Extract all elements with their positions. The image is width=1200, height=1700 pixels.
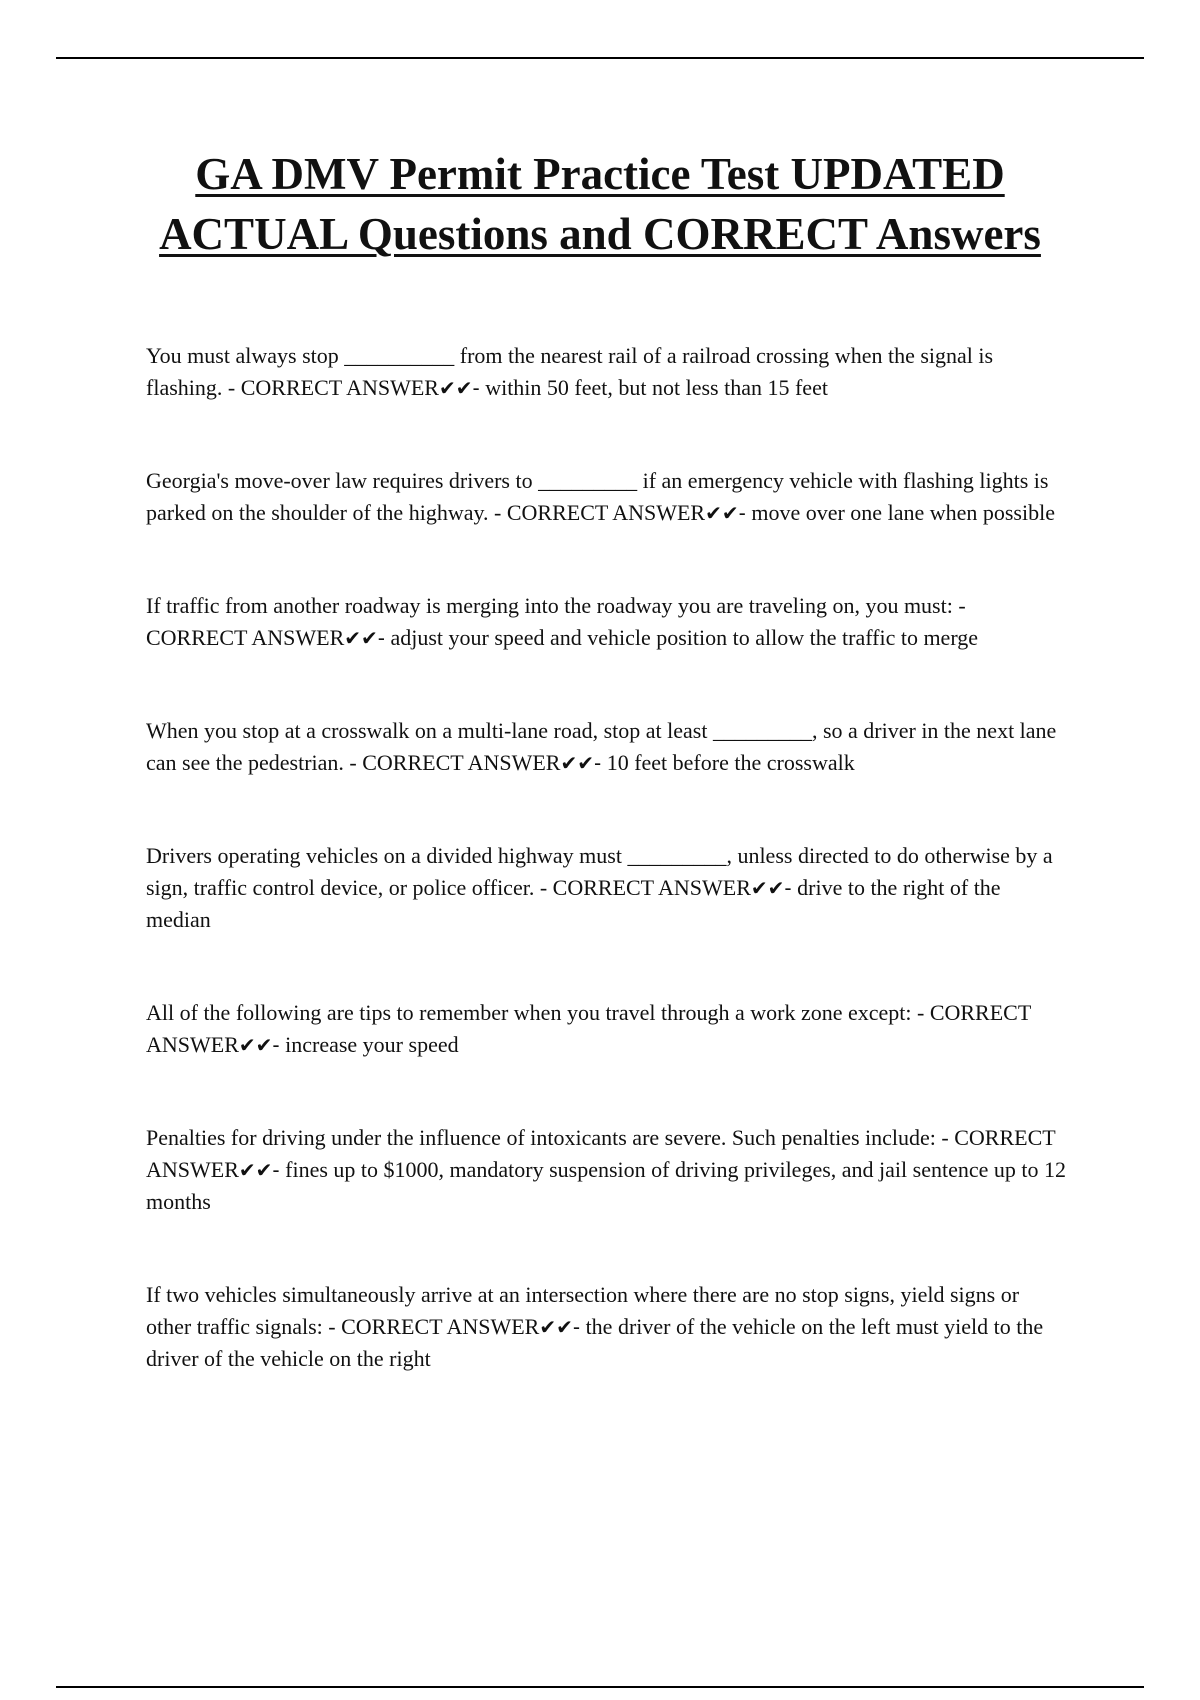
check-mark-icon: ✔✔- (705, 501, 746, 525)
answer-label: - CORRECT ANSWER (146, 1000, 1031, 1057)
answer-text: fines up to $1000, mandatory suspension of driving privileges, and jail sentence up to 12 months (146, 1157, 1066, 1214)
answer-label: - CORRECT ANSWER (349, 750, 561, 775)
answer-text: the driver of the vehicle on the left must yield to the driver of the vehicle on the right (146, 1314, 1044, 1371)
qa-item (146, 465, 1066, 529)
answer-label: - CORRECT ANSWER (146, 1125, 1056, 1182)
check-mark-icon: ✔✔- (750, 876, 792, 900)
answer-text: drive to the right of the median (146, 875, 1001, 932)
check-mark-icon: ✔✔- (560, 751, 602, 775)
qa-item (146, 590, 1066, 654)
check-mark-icon: ✔✔- (438, 376, 480, 400)
question-text: All of the following are tips to remember when you travel through a work zone except: (146, 1000, 912, 1025)
top-rule (56, 57, 1144, 59)
question-text: Drivers operating vehicles on a divided highway must _________, unless directed to do otherwise by a sign, traffic control device, or police officer. (146, 843, 1053, 900)
document-title: GA DMV Permit Practice Test UPDATED ACTUAL Questions and CORRECT Answers (159, 149, 1041, 259)
answer-text: adjust your speed and vehicle position to allow the traffic to merge (390, 625, 979, 650)
check-mark-icon: ✔✔- (539, 1315, 581, 1339)
qa-item (146, 1122, 1066, 1218)
question-text: You must always stop __________ from the nearest rail of a railroad crossing when the signal is flashing. (146, 343, 994, 400)
qa-item (146, 715, 1066, 779)
answer-text: 10 feet before the crosswalk (606, 750, 855, 775)
question-text: If traffic from another roadway is merging into the roadway you are traveling on, you must: (146, 593, 953, 618)
check-mark-icon: ✔✔- (238, 1158, 280, 1182)
question-text: Penalties for driving under the influence of intoxicants are severe. Such penalties include: (146, 1125, 936, 1150)
answer-label: - CORRECT ANSWER (328, 1314, 540, 1339)
qa-item (146, 340, 1066, 404)
check-mark-icon: ✔✔- (238, 1033, 280, 1057)
answer-label: - CORRECT ANSWER (539, 875, 751, 900)
answer-label: - CORRECT ANSWER (494, 500, 706, 525)
question-text: If two vehicles simultaneously arrive at an intersection where there are no stop signs, yield signs or other traffic signals: (146, 1282, 1020, 1339)
answer-label: - CORRECT ANSWER (227, 375, 439, 400)
qa-item (146, 1279, 1066, 1375)
answer-text: within 50 feet, but not less than 15 feet (485, 375, 828, 400)
answer-text: increase your speed (285, 1032, 459, 1057)
question-text: When you stop at a crosswalk on a multi-lane road, stop at least _________, so a driver in the next lane can see the pedestrian. (146, 718, 1057, 775)
qa-item (146, 997, 1066, 1061)
bottom-rule (56, 1686, 1144, 1688)
question-text: Georgia's move-over law requires drivers to _________ if an emergency vehicle with flashing lights is parked on the shoulder of the highway. (146, 468, 1049, 525)
answer-text: move over one lane when possible (751, 500, 1055, 525)
answer-label: - CORRECT ANSWER (146, 593, 966, 650)
qa-list (146, 340, 1066, 1436)
check-mark-icon: ✔✔- (344, 626, 385, 650)
qa-item (146, 840, 1066, 936)
